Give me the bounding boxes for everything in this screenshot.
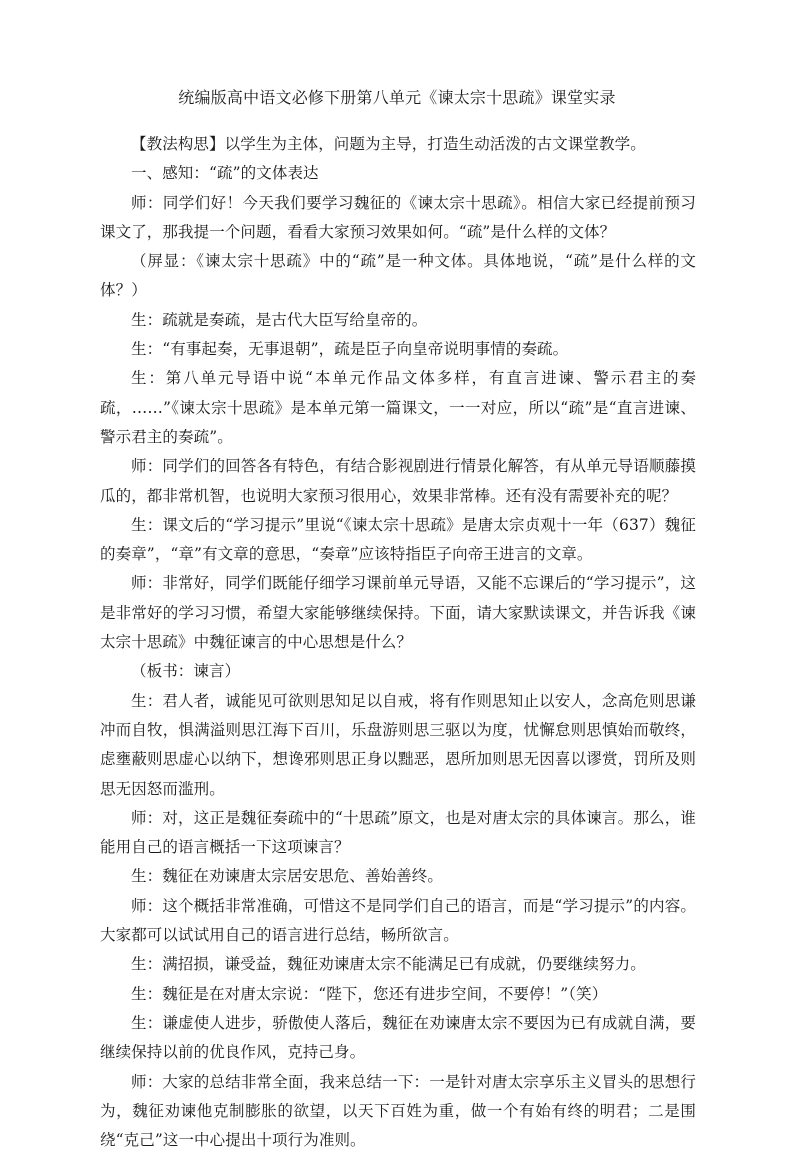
paragraph: 生：疏就是奏疏，是古代大臣写给皇帝的。 [100,306,696,335]
paragraph: 师：同学们好！今天我们要学习魏征的《谏太宗十思疏》。相信大家已经提前预习课文了，那我提一个问题，看看大家预习效果如何。“疏”是什么样的文体？ [100,189,696,248]
paragraph-blackboard: （板书：谏言） [100,657,696,686]
paragraph: 师：大家的总结非常全面，我来总结一下：一是针对唐太宗享乐主义冒头的思想行为，魏征劝谏他克制膨胀的欲望，以天下百姓为重，做一个有始有终的明君；二是围绕“克己”这一中心提出十项行为准则。 [100,1068,696,1155]
section-heading-perception: 一、感知：“疏”的文体表达 [100,159,696,188]
paragraph: 生：君人者，诚能见可欲则思知足以自戒，将有作则思知止以安人，念高危则思谦冲而自牧，惧满溢则思江海下百川，乐盘游则思三驱以为度，忧懈怠则思慎始而敬终，虑壅蔽则思虚心以纳下，想谗邪则思正身以黜恶，恩所加则思无因喜以谬赏，罚所及则思无因怒而滥刑。 [100,687,696,804]
paragraph: 师：非常好，同学们既能仔细学习课前单元导语，又能不忘课后的“学习提示”，这是非常好的学习习惯，希望大家能够继续保持。下面，请大家默读课文，并告诉我《谏太宗十思疏》中魏征谏言的中心思想是什么？ [100,569,696,657]
paragraph: 生：第八单元导语中说“本单元作品文体多样，有直言进谏、警示君主的奏疏，……”《谏太宗十思疏》是本单元第一篇课文，一一对应，所以“疏”是“直言进谏、警示君主的奏疏”。 [100,364,696,452]
paragraph-teaching-concept: 【教法构思】以学生为主体，问题为主导，打造生动活泼的古文课堂教学。 [100,130,696,159]
paragraph: 生：魏征在劝谏唐太宗居安思危、善始善终。 [100,862,696,891]
paragraph: 师：同学们的回答各有特色，有结合影视剧进行情景化解答，有从单元导语顺藤摸瓜的，都非常机智，也说明大家预习很用心，效果非常棒。还有没有需要补充的呢？ [100,452,696,511]
paragraph: 生：“有事起奏，无事退朝”，疏是臣子向皇帝说明事情的奏疏。 [100,335,696,364]
document-body [100,130,696,1155]
paragraph: 生：魏征是在对唐太宗说：“陛下，您还有进步空间，不要停！”（笑） [100,980,696,1009]
paragraph: 生：课文后的“学习提示”里说“《谏太宗十思疏》是唐太宗贞观十一年（637）魏征的奏章”，“章”有文章的意思，“奏章”应该特指臣子向帝王进言的文章。 [100,511,696,570]
document-title: 统编版高中语文必修下册第八单元《谏太宗十思疏》课堂实录 [0,86,794,110]
paragraph-screen-display: （屏显：《谏太宗十思疏》中的“疏”是一种文体。具体地说，“疏”是什么样的文体？） [100,247,696,306]
paragraph: 生：谦虚使人进步，骄傲使人落后，魏征在劝谏唐太宗不要因为已有成就自满，要继续保持以前的优良作风，克持己身。 [100,1009,696,1068]
paragraph: 师：对，这正是魏征奏疏中的“十思疏”原文，也是对唐太宗的具体谏言。那么，谁能用自己的语言概括一下这项谏言？ [100,804,696,863]
paragraph: 师：这个概括非常准确，可惜这不是同学们自己的语言，而是“学习提示”的内容。大家都可以试试用自己的语言进行总结，畅所欲言。 [100,892,696,951]
paragraph: 生：满招损，谦受益，魏征劝谏唐太宗不能满足已有成就，仍要继续努力。 [100,950,696,979]
